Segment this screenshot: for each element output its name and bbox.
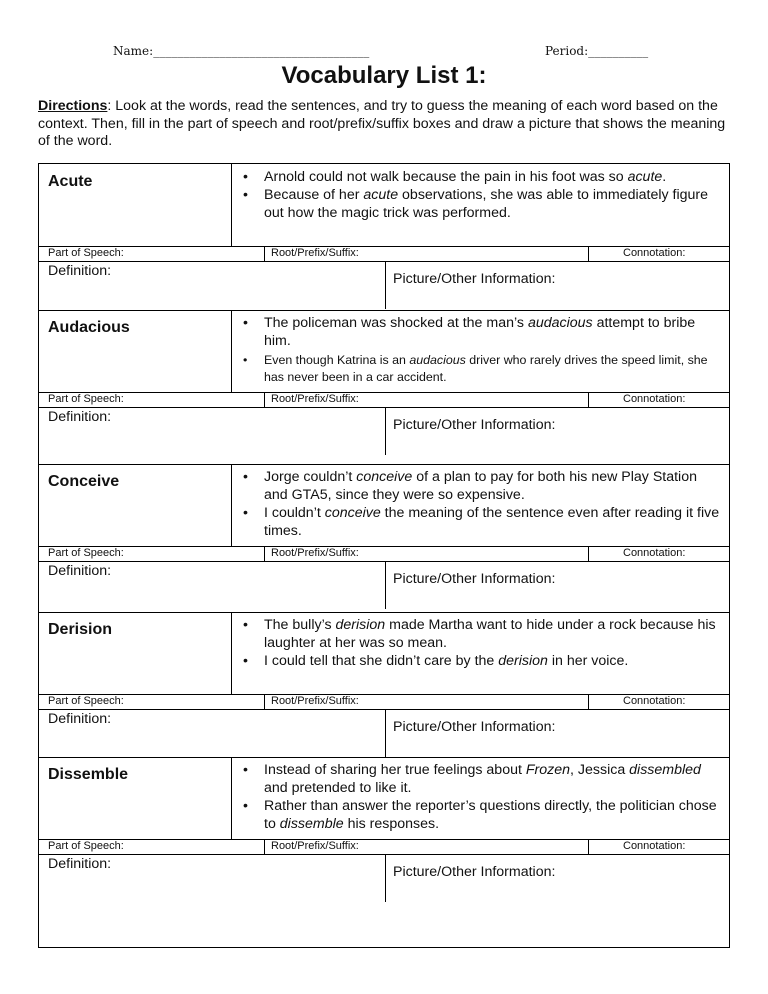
emphasized-word: conceive (324, 505, 381, 521)
root-box-left (264, 546, 265, 561)
word-column-divider (231, 464, 232, 546)
picture-box-left (385, 709, 386, 757)
picture-box-left (385, 261, 386, 309)
definition-label: Definition: (48, 263, 112, 279)
sentence-text: The policeman was shocked at the man’s (264, 315, 528, 331)
emphasized-word: dissembled (629, 762, 701, 778)
sentence-text: Because of her (264, 187, 364, 203)
name-field (113, 44, 369, 58)
sentence-text: the meaning of the sentence even after reading it five times. (264, 505, 720, 539)
root-box-left (264, 246, 265, 261)
root-prefix-suffix-label: Root/Prefix/Suffix: (271, 695, 359, 707)
directions (38, 98, 738, 151)
example-sentence (243, 797, 723, 833)
emphasized-word: acute (363, 187, 399, 203)
example-sentences (243, 761, 723, 833)
vocab-word: Acute (48, 173, 93, 190)
vocab-word: Dissemble (48, 766, 129, 783)
connotation-label: Connotation: (623, 695, 686, 707)
definition-label: Definition: (48, 409, 112, 425)
directions-text: : Look at the words, read the sentences, and try to guess the meaning of each word based on the context. Then, fill in the part of speech and root/prefix/suffix boxes and draw a picture that shows the meaning of the word. (38, 98, 726, 149)
word-column-divider (231, 757, 232, 839)
example-sentence (243, 186, 723, 222)
picture-info-label: Picture/Other Information: (393, 864, 556, 880)
picture-info-label: Picture/Other Information: (393, 417, 556, 433)
definition-label: Definition: (48, 711, 112, 727)
root-prefix-suffix-label: Root/Prefix/Suffix: (271, 393, 359, 405)
sentence-text: Instead of sharing her true feelings about (264, 762, 526, 778)
root-prefix-suffix-label: Root/Prefix/Suffix: (271, 247, 359, 259)
emphasized-word: derision (335, 617, 386, 633)
root-box-left (264, 694, 265, 709)
emphasized-word: conceive (356, 469, 413, 485)
definition-row-line (39, 561, 729, 562)
part-of-speech-label: Part of Speech: (48, 393, 124, 405)
page-title: Vocabulary List 1: (281, 62, 487, 89)
picture-info-label: Picture/Other Information: (393, 271, 556, 287)
vocab-word: Derision (48, 621, 113, 638)
example-sentence (243, 652, 723, 670)
example-sentences (243, 616, 723, 670)
sentence-text: driver who rarely drives the speed limit, she has never been in a car accident. (264, 353, 708, 384)
sentence-text: The bully’s (264, 617, 336, 633)
sentence-text: his responses. (343, 816, 440, 832)
emphasized-word: dissemble (279, 816, 344, 832)
definition-row-line (39, 407, 729, 408)
period-field (545, 44, 648, 58)
definition-label: Definition: (48, 856, 112, 872)
emphasized-word: acute (627, 169, 663, 185)
sentence-text: and pretended to like it. (264, 780, 412, 796)
emphasized-word: audacious (409, 353, 466, 367)
part-of-speech-label: Part of Speech: (48, 547, 124, 559)
connotation-box-left (588, 246, 589, 261)
example-sentences (243, 314, 723, 386)
connotation-label: Connotation: (623, 247, 686, 259)
example-sentence (243, 468, 723, 504)
sentence-text: Rather than answer the reporter’s questions directly, the politician chose to (264, 798, 717, 832)
sentence-text: attempt to bribe him. (264, 315, 696, 349)
connotation-box-left (588, 694, 589, 709)
period-blank: __________ (588, 44, 649, 58)
picture-info-label: Picture/Other Information: (393, 571, 556, 587)
part-of-speech-label: Part of Speech: (48, 840, 124, 852)
root-box-left (264, 839, 265, 854)
sentence-text: I couldn’t (264, 505, 325, 521)
sentence-text: of a plan to pay for both his new Play Station and GTA5, since they were so expensive. (264, 469, 697, 503)
example-sentences (243, 168, 723, 222)
sentence-text: Arnold could not walk because the pain in his foot was so (264, 169, 628, 185)
example-sentences (243, 468, 723, 540)
connotation-label: Connotation: (623, 393, 686, 405)
connotation-box-left (588, 546, 589, 561)
root-box-left (264, 392, 265, 407)
definition-row-line (39, 261, 729, 262)
section-divider (39, 464, 729, 465)
emphasized-word: derision (498, 653, 548, 669)
sentence-text: made Martha want to hide under a rock because his laughter at her was so mean. (264, 617, 716, 651)
name-blank: ____________________________________ (153, 44, 370, 58)
picture-box-left (385, 561, 386, 609)
section-divider (39, 310, 729, 311)
section-divider (39, 612, 729, 613)
sentence-text: observations, she was able to immediately figure out how the magic trick was performed. (264, 187, 709, 221)
vocab-word: Audacious (48, 319, 130, 336)
sentence-text: , Jessica (570, 762, 630, 778)
example-sentence (243, 616, 723, 652)
connotation-label: Connotation: (623, 547, 686, 559)
name-label: Name: (113, 44, 154, 58)
section-divider (39, 757, 729, 758)
definition-label: Definition: (48, 563, 112, 579)
example-sentence (243, 168, 723, 186)
example-sentence (243, 761, 723, 797)
connotation-box-left (588, 392, 589, 407)
sentence-text: I could tell that she didn’t care by the (264, 653, 499, 669)
emphasized-word: audacious (527, 315, 593, 331)
picture-box-left (385, 407, 386, 455)
vocab-word: Conceive (48, 473, 120, 490)
sentence-text: in her voice. (547, 653, 629, 669)
sentence-text: Even though Katrina is an (264, 353, 410, 367)
word-column-divider (231, 612, 232, 694)
root-prefix-suffix-label: Root/Prefix/Suffix: (271, 547, 359, 559)
part-of-speech-label: Part of Speech: (48, 247, 124, 259)
example-sentence (243, 504, 723, 540)
directions-label: Directions (38, 98, 108, 114)
connotation-box-left (588, 839, 589, 854)
definition-row-line (39, 854, 729, 855)
word-column-divider (231, 164, 232, 246)
word-column-divider (231, 310, 232, 392)
picture-box-left (385, 854, 386, 902)
root-prefix-suffix-label: Root/Prefix/Suffix: (271, 840, 359, 852)
emphasized-word: Frozen (525, 762, 571, 778)
definition-row-line (39, 709, 729, 710)
connotation-label: Connotation: (623, 840, 686, 852)
sentence-text: . (662, 169, 667, 185)
sentence-text: Jorge couldn’t (264, 469, 357, 485)
period-label: Period: (545, 44, 589, 58)
part-of-speech-label: Part of Speech: (48, 695, 124, 707)
example-sentence (243, 352, 723, 386)
vocabulary-table (38, 163, 730, 948)
example-sentence (243, 314, 723, 350)
picture-info-label: Picture/Other Information: (393, 719, 556, 735)
